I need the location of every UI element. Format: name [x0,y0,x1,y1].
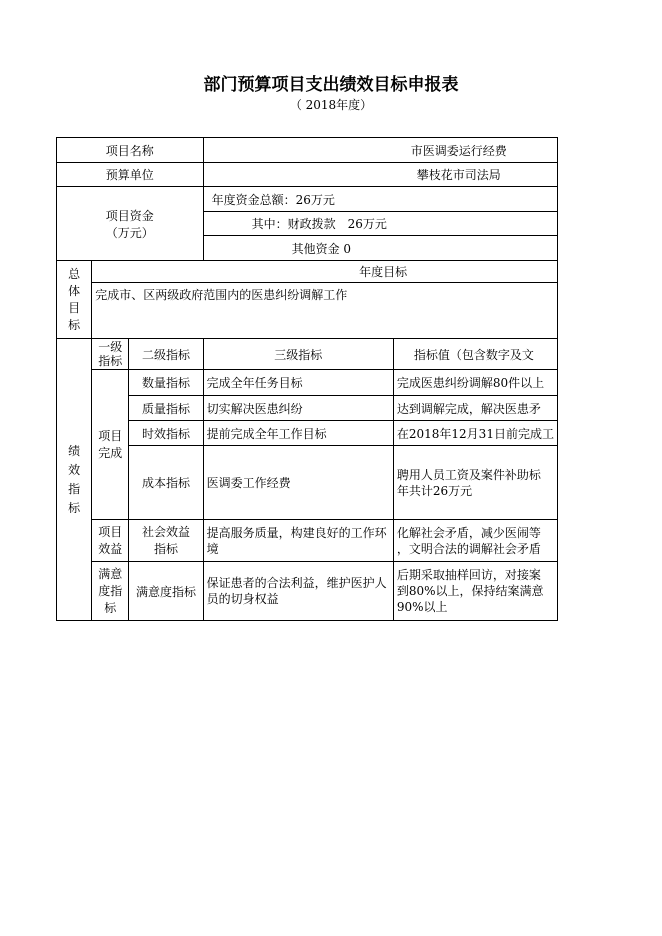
level3-cell: 提前完成全年工作目标 [203,421,393,446]
level3-cell: 医调委工作经费 [203,446,393,520]
level3-cell: 提高服务质量，构建良好的工作环境 [203,520,393,562]
value-cell: 在2018年12月31日前完成工 [393,421,557,446]
funds-other: 其他资金 0 [203,236,557,261]
level2-header: 二级指标 [129,339,203,370]
level2-cell: 数量指标 [129,370,203,396]
funds-unit-text: （万元） [105,225,154,240]
project-funds-label [57,187,204,261]
value-cell: 化解社会矛盾，减少医闹等 ，文明合法的调解社会矛盾 [393,520,557,562]
report-sheet [56,137,558,624]
level2-cell: 成本指标 [129,446,203,520]
level2-cell: 质量指标 [129,396,203,421]
value-cell: 聘用人员工资及案件补助标 年共计26万元 [393,446,557,520]
budget-unit-value: 攀枝花市司法局 [203,163,557,187]
year-goal-text: 完成市、区两级政府范围内的医患纠纷调解工作 [92,283,558,339]
group-benefit: 项目 效益 [92,520,129,562]
project-name-value: 市医调委运行经费 [203,138,557,163]
level3-cell: 切实解决医患纠纷 [203,396,393,421]
performance-label: 绩 效 指 标 [57,339,92,621]
level2-cell: 社会效益 指标 [129,520,203,562]
group-satisfaction: 满意 度指 标 [92,562,129,621]
funds-fiscal: 其中：财政拨款 26万元 [203,212,557,236]
level2-cell: 满意度指标 [129,562,203,621]
level3-cell: 保证患者的合法利益，维护医护人员的切身权益 [203,562,393,621]
report-table [56,137,558,621]
level3-header: 三级指标 [203,339,393,370]
value-cell: 后期采取抽样回访，对接案 到80%以上，保持结案满意 90%以上 [393,562,557,621]
funds-total: 年度资金总额：26万元 [203,187,557,212]
value-cell: 达到调解完成，解决医患矛 [393,396,557,421]
value-cell: 完成医患纠纷调解80件以上 [393,370,557,396]
project-name-label: 项目名称 [57,138,204,163]
report-title: 部门预算项目支出绩效目标申报表 [203,75,459,95]
group-completion: 项目 完成 [92,370,129,520]
level2-cell: 时效指标 [129,421,203,446]
year-goal-header: 年度目标 [92,261,558,283]
report-year: （ 2018年度） [289,98,373,112]
budget-unit-label: 预算单位 [57,163,204,187]
overall-goal-label: 总 体 目 标 [57,261,92,339]
funds-label-text: 项目资金 [105,208,154,223]
level3-cell: 完成全年任务目标 [203,370,393,396]
value-header: 指标值（包含数字及文 [393,339,557,370]
level1-header: 一级 指标 [92,339,129,370]
